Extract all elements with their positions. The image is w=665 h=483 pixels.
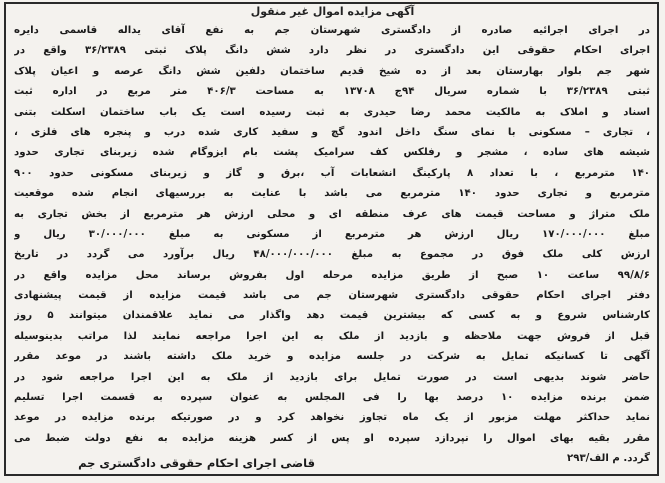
notice-line: اجرای احکام حقوقی این دادگستری در نظر دارد شش دانگ پلاک ثبتی ۳۶/۲۳۸۹ واقع در <box>14 45 650 57</box>
notice-line: کارشناس شروع و به کسی که بیشترین قیمت دهد واگذار می نماید علاقمندان میتوانند ۵ روز <box>14 310 650 322</box>
notice-line: ، تجاری – مسکونی با نمای سنگ داخل اندود گچ و سفید کاری شده درب و پنجره های فلزی ، <box>14 126 650 138</box>
notice-line: قبل از فروش جهت ملاحظه و بازدید از ملک به این اجرا مراجعه نمایند لذا مراتب بدینوسیله <box>14 330 650 342</box>
notice-line: اسناد و املاک به مالکیت محمد رضا حیدری به ثبت رسیده است یک باب ساختمان اسکلت بتنی <box>14 106 650 118</box>
notice-line: شهر جم بلوار بهارستان بعد از ده شیخ قدیم ساختمان دلفین شش دانگ عرصه و اعیان پلاک <box>14 65 650 77</box>
notice-line: ارزش کلی ملک فوق در مجموع به مبلغ ۴۸/۰۰۰/۰۰۰/۰۰۰ ریال برآورد می گردد در تاریخ <box>14 249 650 261</box>
notice-line: ضمن برنده مزایده ۱۰ درصد بها را فی المجلس به عنوان سپرده به قسمت اجرا تسلیم <box>14 392 650 404</box>
notice-line: حاضر شوند بدیهی است در صورت تمایل برای بازدید از ملک به این اجرا مراجعه شود در <box>14 371 650 383</box>
notice-line: مترمربع و تجاری حدود ۱۴۰ مترمربع می باشد با عنایت به بررسیهای انجام شده موقعیت <box>14 188 650 200</box>
notice-line: در اجرای اجرائیه صادره از دادگستری شهرستان جم به نفع آقای یداله قاسمی دایره <box>14 25 650 36</box>
notice-line: نماید حداکثر مهلت مزبور از یک ماه تجاوز نخواهد کرد و در صورتیکه برنده مزایده در موعد <box>14 412 650 424</box>
notice-line: آگهی تا کسانیکه تمایل به شرکت در جلسه مزایده و خرید ملک داشته باشند در موعد مقرر <box>14 351 650 363</box>
notice-line: ۱۴۰ مترمربع ، با تعداد ۸ پارکینگ انشعابات آب ،برق و گاز و زیربنای مسکونی حدود ۹۰۰ <box>14 167 650 179</box>
notice-line: شیشه های ساده ، مشجر و رفلکس کف سرامیک پشت بام ایزوگام شده زیربنای تجاری حدود <box>14 147 650 159</box>
notice-line: مبلغ ۱۷۰/۰۰۰/۰۰۰ ریال ارزش هر مترمربع از مسکونی به مبلغ ۳۰/۰۰۰/۰۰۰ ریال و <box>14 228 650 240</box>
notice-line: ملک متراژ و مساحت قیمت های عرف منطقه ای و محلی ارزش هر مترمربع از بخش تجاری به <box>14 208 650 220</box>
notice-line: دفتر اجرای احکام حقوقی دادگستری شهرستان جم می باشد قیمت مزایده از قیمت پیشنهادی <box>14 290 650 302</box>
notice-body <box>14 21 650 470</box>
notice-title: آگهی مزایده اموال غیر منقول <box>250 5 415 18</box>
notice-line: ثبتی ۳۶/۲۳۸۹ با شماره سریال ۹۴ج ۱۳۷۰۸ به مساحت ۴۰۶/۳ متر مربع در اداره ثبت <box>14 86 650 98</box>
notice-line: گردد. م الف/۲۹۳ <box>567 453 650 465</box>
notice-line: ۹۹/۸/۶ ساعت ۱۰ صبح از طریق مزایده مرحله اول بفروش برساند محل مزایده واقع در <box>14 269 650 281</box>
notice-signature: قاضی اجرای احکام حقوقی دادگستری جم <box>78 456 315 470</box>
notice-line: مقرر بقیه بهای اموال را نپردازد سپرده او پس از کسر هزینه مزایده به نفع دولت ضبط می <box>14 432 650 444</box>
